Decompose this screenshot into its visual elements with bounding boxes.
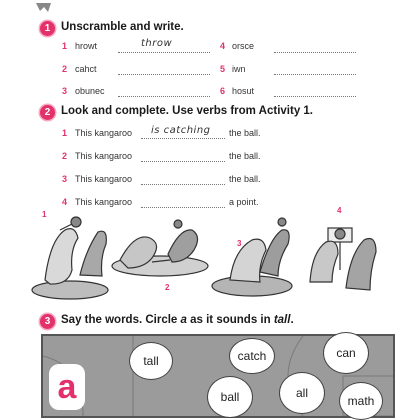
sentence-start: This kangaroo xyxy=(75,151,133,161)
activity-number-badge: 2 xyxy=(40,105,55,120)
sentence-end: a point. xyxy=(229,197,259,207)
sentence-start: This kangaroo xyxy=(75,197,133,207)
item-number: 6 xyxy=(220,86,226,96)
scene-label: 1 xyxy=(42,210,47,219)
sentence-end: the ball. xyxy=(229,151,261,161)
answer-line[interactable] xyxy=(118,73,210,75)
item-number: 5 xyxy=(220,64,226,74)
title-text: as it sounds in xyxy=(186,314,274,326)
scrambled-word: hosut xyxy=(232,86,255,96)
item-number: 2 xyxy=(62,64,68,74)
scrambled-word: hrowt xyxy=(75,41,98,51)
answer-line[interactable] xyxy=(274,51,356,53)
answer-line[interactable] xyxy=(141,160,225,162)
scrambled-word: iwn xyxy=(232,64,246,74)
item-number: 3 xyxy=(62,174,68,184)
handwritten-answer: is catching xyxy=(151,125,211,136)
word-bubble-catch[interactable]: catch xyxy=(229,338,275,374)
title-word: tall xyxy=(273,314,291,326)
sentence-start: This kangaroo xyxy=(75,174,133,184)
item-number: 4 xyxy=(220,41,226,51)
sentence-end: the ball. xyxy=(229,128,261,138)
kangaroo-scenes-illustration xyxy=(20,210,390,308)
sentence-end: the ball. xyxy=(229,174,261,184)
activity-number-badge: 3 xyxy=(40,314,55,329)
scrambled-word: cahct xyxy=(75,64,97,74)
word-bubble-all[interactable]: all xyxy=(279,372,325,414)
mascot-icon xyxy=(34,0,52,10)
word-circle-panel xyxy=(41,334,395,418)
answer-line[interactable] xyxy=(141,183,225,185)
item-number: 1 xyxy=(62,41,68,51)
answer-line[interactable] xyxy=(141,137,225,139)
handwritten-answer: throw xyxy=(141,38,173,49)
item-number: 2 xyxy=(62,151,68,161)
title-letter: a xyxy=(180,314,187,326)
item-number: 3 xyxy=(62,86,68,96)
activity-title xyxy=(61,314,294,326)
scene-label: 3 xyxy=(237,239,242,248)
answer-line[interactable] xyxy=(118,51,210,53)
sentence-start: This kangaroo xyxy=(75,128,133,138)
item-number: 1 xyxy=(62,128,68,138)
title-text: . xyxy=(290,314,294,326)
title-text: Say the words. Circle xyxy=(61,314,181,326)
item-number: 4 xyxy=(62,197,68,207)
answer-line[interactable] xyxy=(274,95,356,97)
activity-number-badge: 1 xyxy=(40,21,55,36)
scrambled-word: orsce xyxy=(232,41,255,51)
activity-title: Look and complete. Use verbs from Activity 1. xyxy=(61,105,314,117)
word-bubble-math[interactable]: math xyxy=(339,382,383,420)
answer-line[interactable] xyxy=(118,95,210,97)
word-bubble-can[interactable]: can xyxy=(323,332,369,374)
activity-title: Unscramble and write. xyxy=(61,21,184,33)
answer-line[interactable] xyxy=(274,73,356,75)
scene-label: 2 xyxy=(165,283,170,292)
word-bubble-tall[interactable]: tall xyxy=(129,342,173,380)
answer-line[interactable] xyxy=(141,206,225,208)
scrambled-word: obunec xyxy=(75,86,105,96)
big-letter-card: a xyxy=(49,364,85,410)
word-bubble-ball[interactable]: ball xyxy=(207,376,253,418)
scene-label: 4 xyxy=(337,206,342,215)
